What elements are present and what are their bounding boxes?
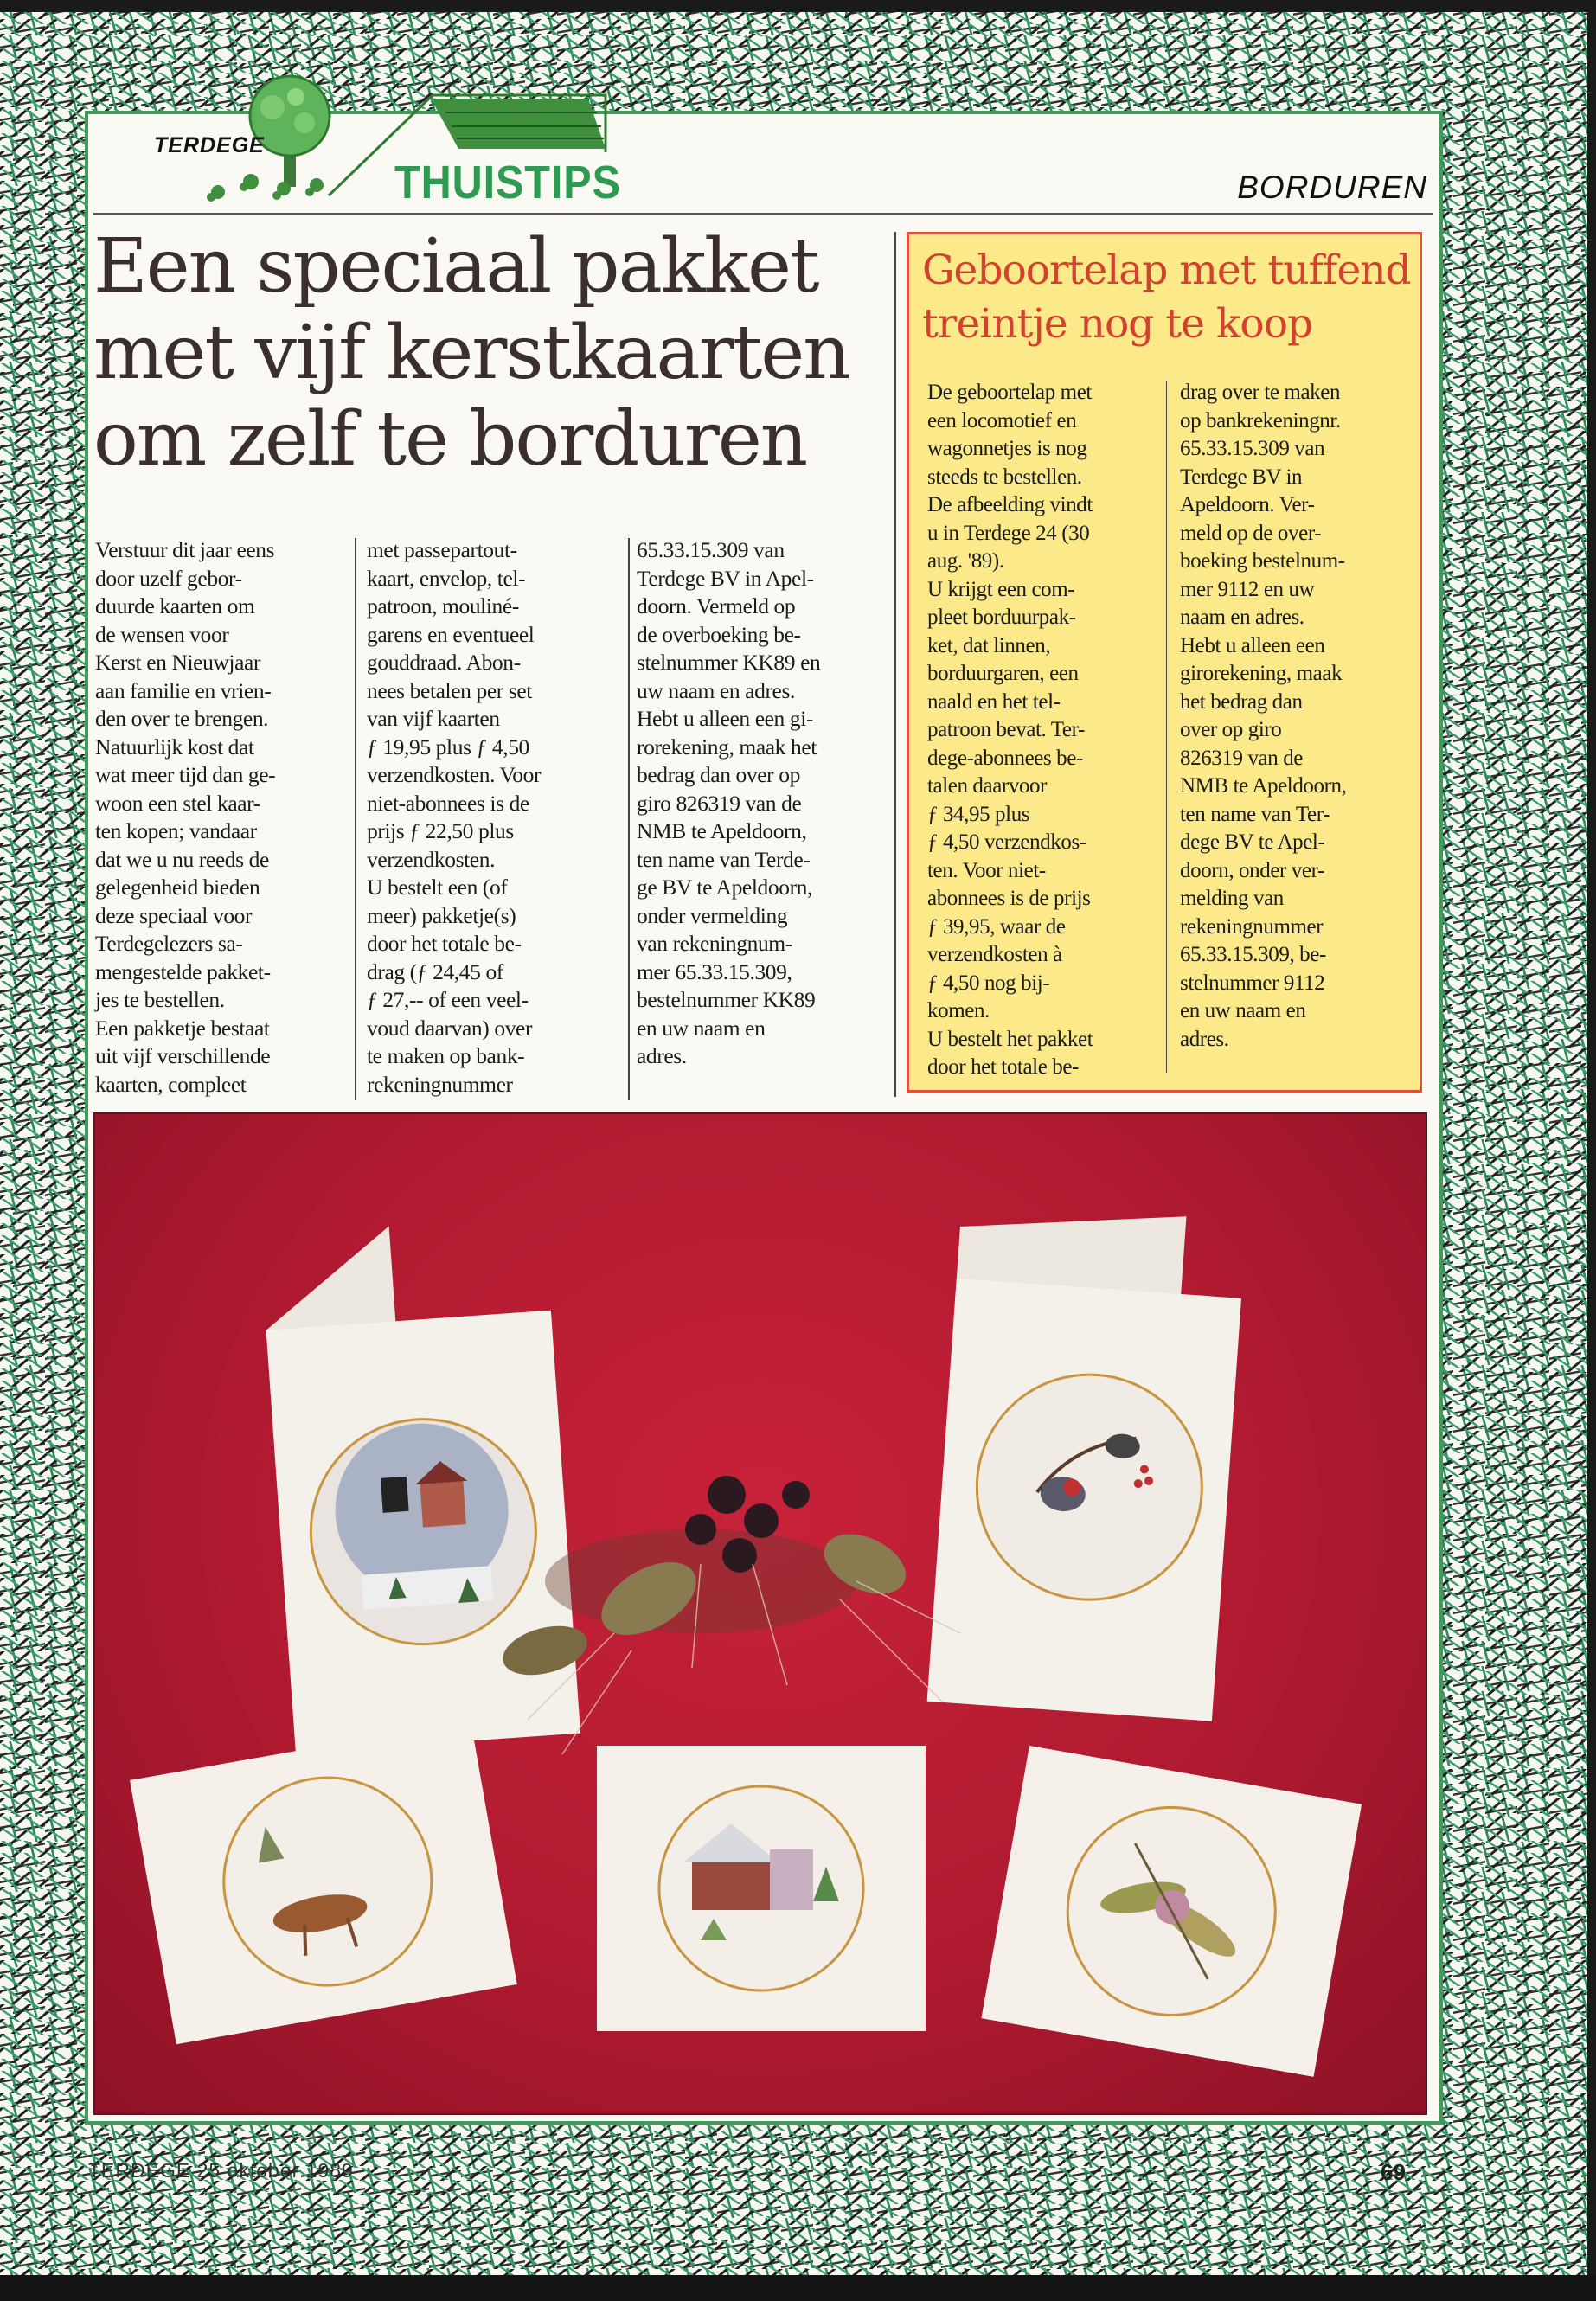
headline-line: met vijf kerstkaarten xyxy=(93,310,849,396)
card-holly xyxy=(981,1746,1362,2077)
sidebar-title-line: Geboortelap met tuffend xyxy=(922,247,1411,294)
sidebar-title-line: treintje nog te koop xyxy=(922,300,1313,348)
flowers-icon xyxy=(207,174,324,202)
column-divider xyxy=(628,538,630,1100)
article-headline xyxy=(93,223,889,483)
category-label: BORDUREN xyxy=(1237,170,1427,205)
column-divider xyxy=(355,538,356,1100)
card-snowy-cabin xyxy=(597,1746,926,2031)
magazine-logo: TERDEGE xyxy=(154,133,265,157)
sidebar-title xyxy=(922,244,1424,351)
page-number: 69 xyxy=(1381,2159,1406,2185)
sidebar-column-1: De geboortelap met een locomotief en wagonnetjes is nog steeds te bestellen. De afbeelding vindt u in Terdege 24 (30 aug. '89). U krijgt een com- pleet borduurpak- ket, dat linnen, borduurgaren, een naald en het tel- patroon bevat. Ter- dege-abonnees be- talen daarvoor ƒ 34,95 plus ƒ 4,50 verzendkos- ten. Voor niet- abonnees is de prijs ƒ 39,95, waar de verzendkosten à ƒ 4,50 nog bij- komen. U bestelt het pakket door het totale be- xyxy=(927,381,1093,1079)
cards-illustration xyxy=(95,1114,1426,2113)
article-column-2: met passepartout- kaart, envelop, tel- patroon, mouliné- garens en eventueel gouddraad. Abon- nees betalen per set van vijf kaarten ƒ 19,95 plus ƒ 4,50 verzendkosten. Voor niet-abonnees is de prijs ƒ 22,50 plus verzendkosten. U bestelt een (of meer) pakketje(s) door het totale be- drag (ƒ 24,45 of ƒ 27,-- of een veel- voud daarvan) over te maken op bank- rekeningnummer xyxy=(367,537,542,1097)
scan-edge-bottom xyxy=(0,2275,1596,2301)
header-rule xyxy=(93,213,1433,215)
card-deer xyxy=(130,1721,517,2045)
scan-edge-right xyxy=(1587,0,1596,2301)
tree-icon xyxy=(250,76,330,187)
scan-edge-top xyxy=(0,0,1596,12)
card-bird xyxy=(927,1201,1247,1721)
article-column-1: Verstuur dit jaar eens door uzelf gebor- duurde kaarten om de wensen voor Kerst en Nieuwjaar aan familie en vrien- den over te brengen. Natuurlijk kost dat wat meer tijd dan ge- woon een stel kaar- ten kopen; vandaar dat we u nu reeds de gelegenheid bieden deze speciaal voor Terdegelezers sa- mengestelde pakket- jes te bestellen. Een pakketje bestaat uit vijf verschillende kaarten, compleet xyxy=(95,537,276,1097)
column-divider xyxy=(894,232,896,1097)
headline-line: om zelf te borduren xyxy=(93,396,807,483)
headline-line: Een speciaal pakket xyxy=(93,223,818,310)
article-column-3: 65.33.15.309 van Terdege BV in Apel- doorn. Vermeld op de overboeking be- stelnummer KK89 en uw naam en adres. Hebt u alleen een gi- rorekening, maak het bedrag dan over op giro 826319 van de NMB te Apeldoorn, ten name van Terde- ge BV te Apeldoorn, onder vermelding van rekeningnum- mer 65.33.15.309, bestelnummer KK89 en uw naam en adres. xyxy=(637,537,821,1068)
sidebar-divider xyxy=(1166,381,1167,1073)
christmas-cards-photo xyxy=(93,1112,1427,2115)
footer-issue: TERDEGE 25 oktober 1989 xyxy=(88,2159,354,2182)
section-title: THUISTIPS xyxy=(394,157,621,208)
sidebar-column-2: drag over te maken op bankrekeningnr. 65.33.15.309 van Terdege BV in Apeldoorn. Ver- meld op de over- boeking bestelnum- mer 9112 en uw naam en adres. Hebt u alleen een girorekening, maak het bedrag dan over op giro 826319 van de NMB te Apeldoorn, ten name van Ter- dege BV te Apel- doorn, onder ver- melding van rekeningnummer 65.33.15.309, be- stelnummer 9112 en uw naam en adres. xyxy=(1180,381,1347,1051)
